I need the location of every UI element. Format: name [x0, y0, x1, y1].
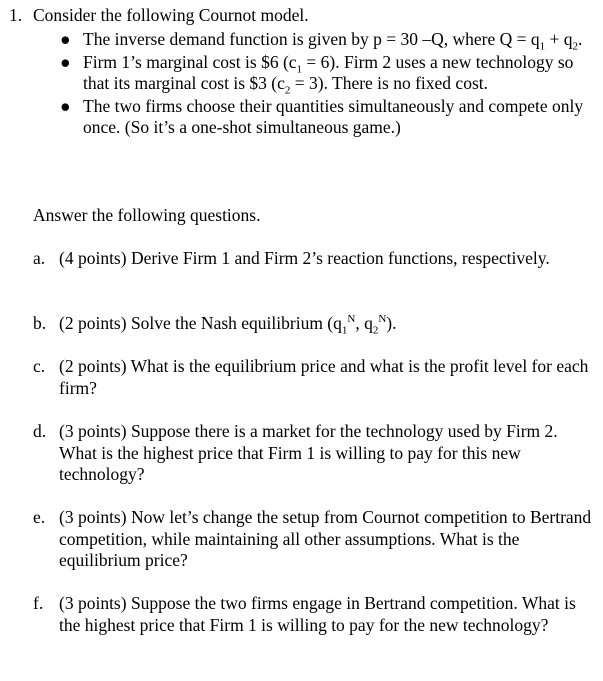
assumption-item-timing — [57, 96, 597, 139]
assumption-text: The inverse demand function is given by p = 30 –Q, where $Q = q_1 + q_2$. — [83, 29, 583, 53]
bullet-icon: ● — [60, 95, 71, 116]
assumption-item-costs — [57, 52, 597, 95]
assumption-text: The two firms choose their quantities simultaneously and compete only once. (So it’s a one-shot simultaneous game.) — [83, 95, 584, 137]
part-label: a. — [33, 248, 46, 268]
bullet-icon: ● — [60, 51, 71, 72]
part-b — [33, 313, 593, 335]
question-number: 1. — [9, 5, 23, 25]
part-label: e. — [33, 507, 46, 527]
question-title: Consider the following Cournot model. — [33, 5, 309, 25]
part-text: (3 points) Now let’s change the setup from Cournot competition to Bertrand competition, while maintaining all other assumptions. What is the equilibrium price? — [59, 507, 592, 570]
part-label: f. — [33, 593, 44, 613]
model-assumptions-list — [57, 29, 597, 140]
bullet-icon: ● — [60, 29, 71, 49]
part-f — [33, 593, 593, 636]
part-text: (3 points) Suppose the two firms engage in Bertrand competition. What is the highest price that Firm 1 is willing to pay for the new technology? — [59, 593, 576, 635]
part-c — [33, 356, 593, 399]
part-label: c. — [33, 356, 46, 376]
part-text: (3 points) Suppose there is a market for the technology used by Firm 2. What is the highest price that Firm 1 is willing to pay for this new technology? — [59, 421, 558, 484]
part-text: (2 points) What is the equilibrium price and what is the profit level for each firm? — [59, 356, 589, 398]
part-text: (4 points) Derive Firm 1 and Firm 2’s reaction functions, respectively. — [59, 248, 550, 268]
part-label: d. — [33, 421, 47, 441]
assumption-item-demand — [57, 29, 597, 51]
part-label: b. — [33, 313, 47, 333]
instructions-text: Answer the following questions. — [33, 205, 261, 225]
assumption-text: Firm 1’s marginal cost is $6 $(c_1 = 6)$. Firm 2 uses a new technology so that its marginal cost is $3 $(c_2 = 3)$. There is no fixed cost. — [83, 51, 574, 97]
part-text: (2 points) Solve the Nash equilibrium ($q_1^N$, $q_2^N$). — [59, 313, 397, 337]
part-e — [33, 507, 593, 572]
part-a — [33, 248, 593, 270]
part-d — [33, 421, 593, 486]
question-heading — [9, 5, 599, 27]
